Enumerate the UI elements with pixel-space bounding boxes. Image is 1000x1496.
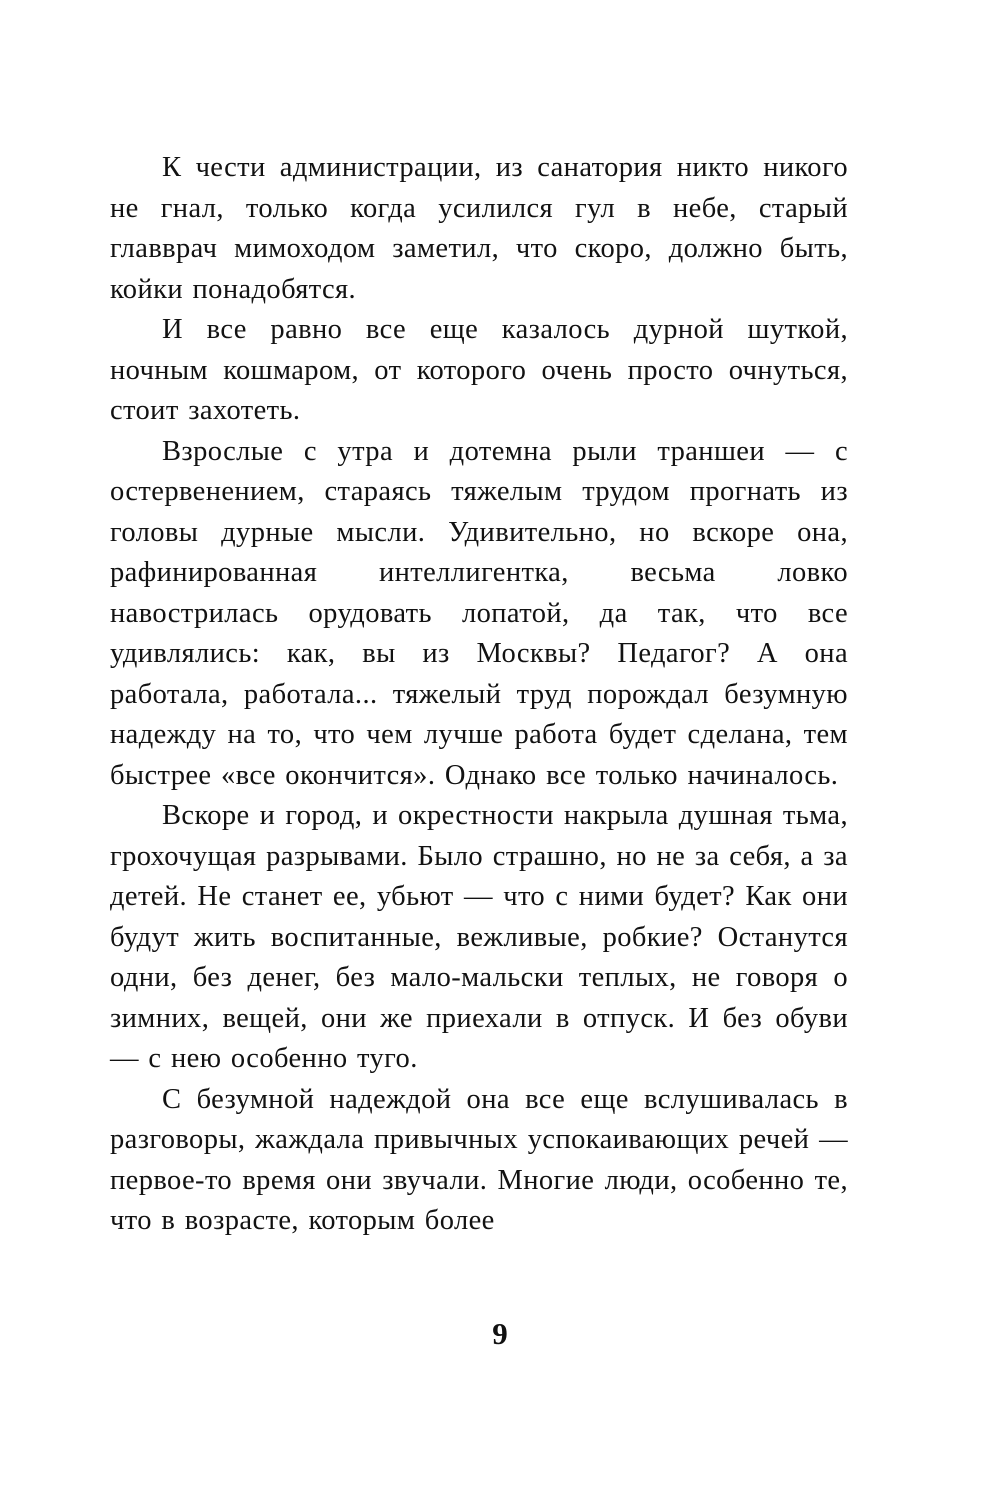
body-paragraph: К чести администрации, из санатория никто никого не гнал, только когда усилился гул в небе, старый главврач мимоходом заметил, что скоро, должно быть, койки понадобятся. [110, 152, 848, 305]
text-block [110, 148, 848, 1242]
body-paragraph: Взрослые с утра и дотемна рыли траншеи — с остервенением, стараясь тяжелым трудом прогнать из головы дурные мысли. Удивительно, но вскоре она, рафинированная интеллигентка, весьма ловко навострилась орудовать лопатой, да так, что все удивлялись: как, вы из Москвы? Педагог? А она работала, работала... тяжелый труд порождал безумную надежду на то, что чем лучше работа будет сделана, тем быстрее «все окончится». Однако все только начиналось. [110, 435, 848, 791]
page-number: 9 [492, 1316, 508, 1351]
body-paragraph: И все равно все еще казалось дурной шуткой, ночным кошмаром, от которого очень просто очнуться, стоит захотеть. [110, 314, 848, 426]
body-paragraph: Вскоре и город, и окрестности накрыла душная тьма, грохочущая разрывами. Было страшно, но не за себя, а за детей. Не станет ее, убьют — что с ними будет? Как они будут жить воспитанные, вежливые, робкие? Останутся одни, без денег, без мало-мальски теплых, не говоря о зимних, вещей, они же приехали в отпуск. И без обуви — с нею особенно туго. [110, 800, 848, 1074]
body-paragraph: С безумной надеждой она все еще вслушивалась в разговоры, жаждала привычных успокаивающих речей — первое-то время они звучали. Многие люди, особенно те, что в возрасте, которым более [110, 1083, 848, 1236]
